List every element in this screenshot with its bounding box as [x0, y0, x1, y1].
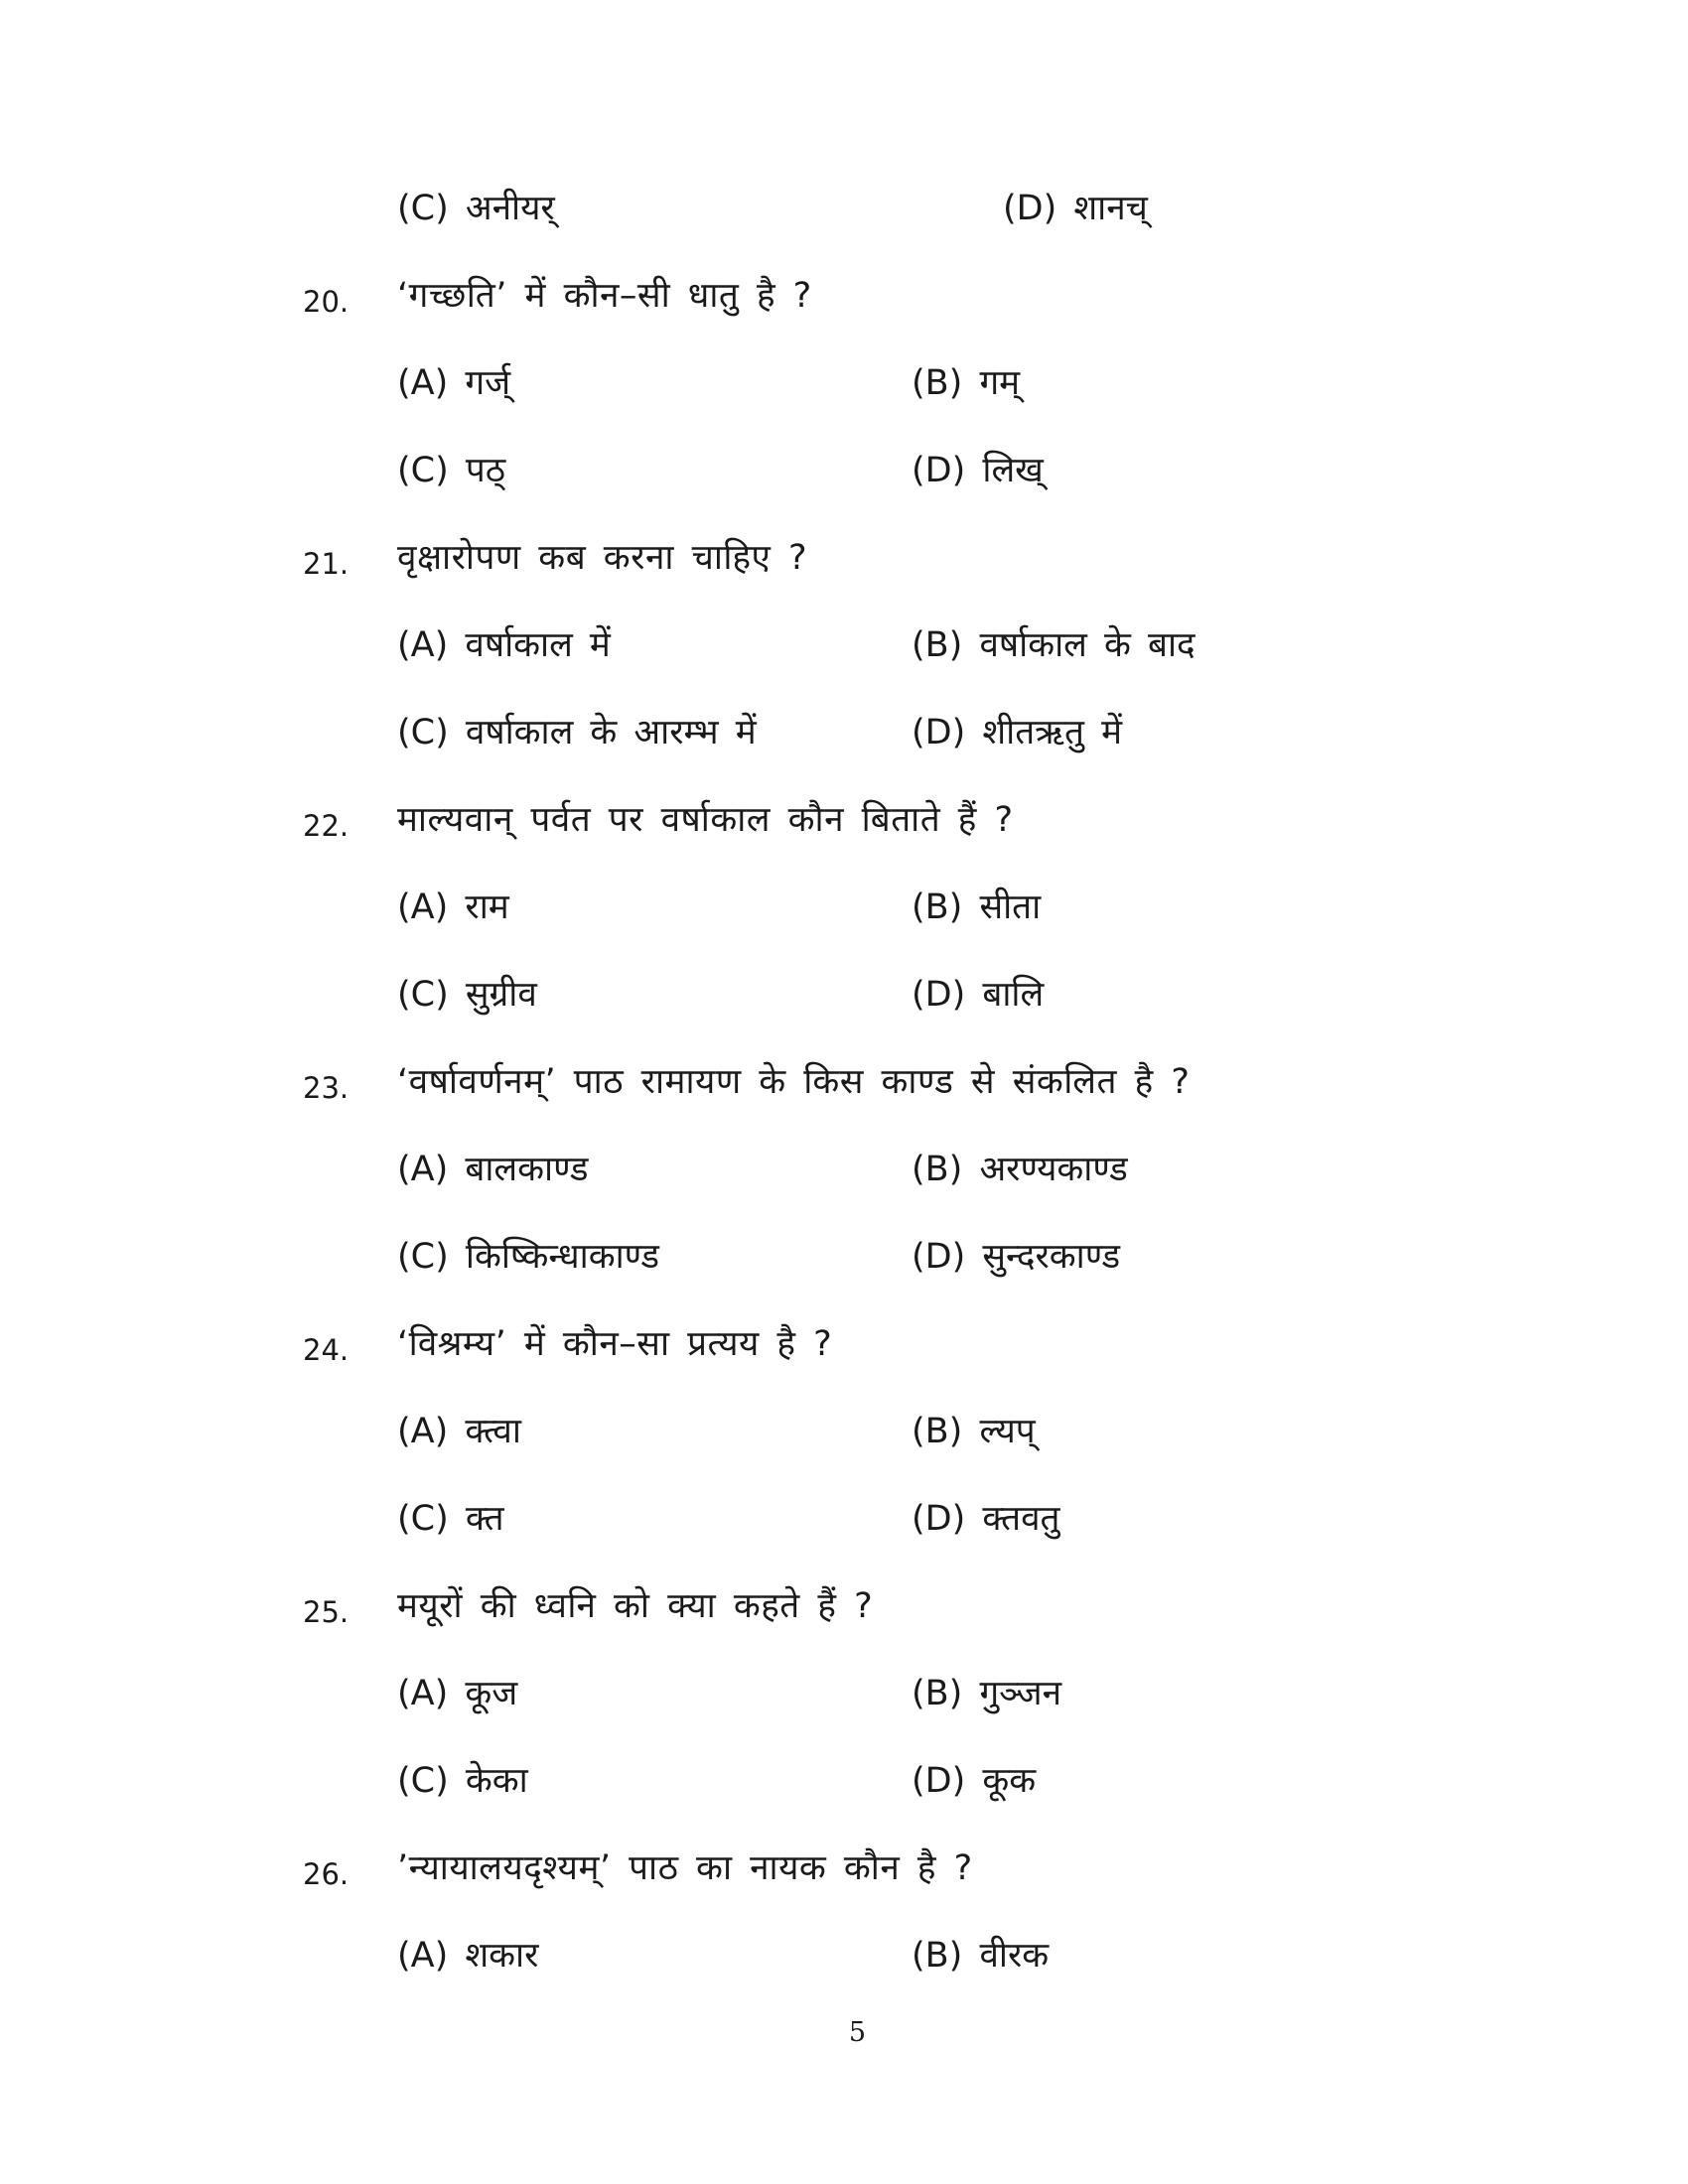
question-number: 26. [303, 1857, 350, 1891]
question-text: ‘वर्षावर्णनम्’ पाठ रामायण के किस काण्ड से संकलित है ? [397, 1062, 1191, 1102]
option-d: (D) शानच् [1003, 189, 1148, 228]
question-23 [0, 1056, 1688, 1116]
option-row [0, 1231, 1688, 1291]
question-text: ‘गच्छति’ में कौन–सी धातु है ? [397, 276, 812, 316]
option-c: (C) किष्किन्धाकाण्ड [397, 1237, 659, 1277]
option-c: (C) केका [397, 1761, 528, 1801]
option-row [0, 1668, 1688, 1727]
option-d: (D) सुन्दरकाण्ड [912, 1237, 1121, 1277]
option-row [0, 707, 1688, 766]
option-d: (D) क्तवतु [912, 1499, 1060, 1539]
option-a: (A) क्त्वा [397, 1412, 521, 1451]
option-b: (B) अरण्यकाण्ड [912, 1150, 1128, 1189]
question-number: 21. [303, 547, 350, 581]
option-row [0, 619, 1688, 679]
question-text: मयूरों की ध्वनि को क्या कहते हैं ? [397, 1586, 874, 1626]
question-20 [0, 270, 1688, 330]
option-d: (D) लिख् [912, 451, 1044, 490]
option-row [0, 1930, 1688, 1989]
option-row [0, 969, 1688, 1028]
option-d: (D) कूक [912, 1761, 1037, 1801]
option-b: (B) गुञ्जन [912, 1674, 1062, 1713]
question-text: ‘विश्रम्य’ में कौन–सा प्रत्यय है ? [397, 1324, 833, 1364]
option-b: (B) वर्षाकाल के बाद [912, 625, 1196, 665]
option-row [0, 1406, 1688, 1465]
option-c: (C) वर्षाकाल के आरम्भ में [397, 713, 757, 752]
option-c: (C) अनीयर् [397, 189, 555, 228]
option-row [0, 1144, 1688, 1203]
question-number: 23. [303, 1071, 350, 1105]
option-c: (C) पठ् [397, 451, 506, 490]
question-26 [0, 1843, 1688, 1902]
question-number: 22. [303, 809, 350, 843]
option-c: (C) सुग्रीव [397, 975, 537, 1015]
option-row [0, 1493, 1688, 1553]
option-d: (D) बालि [912, 975, 1045, 1015]
question-number: 20. [303, 285, 350, 319]
option-a: (A) वर्षाकाल में [397, 625, 611, 665]
option-a: (A) शकार [397, 1936, 539, 1976]
option-c: (C) क्त [397, 1499, 504, 1539]
option-row [0, 1755, 1688, 1815]
option-row [0, 445, 1688, 504]
option-b: (B) गम् [912, 363, 1021, 403]
question-24 [0, 1318, 1688, 1378]
option-a: (A) राम [397, 887, 509, 927]
option-d: (D) शीतऋतु में [912, 713, 1123, 752]
question-text: ’न्यायालयदृश्यम्’ पाठ का नायक कौन है ? [397, 1848, 973, 1888]
option-b: (B) ल्यप् [912, 1412, 1036, 1451]
question-number: 24. [303, 1333, 350, 1367]
option-b: (B) वीरक [912, 1936, 1050, 1976]
option-row [0, 357, 1688, 417]
option-a: (A) बालकाण्ड [397, 1150, 589, 1189]
question-text: माल्यवान् पर्वत पर वर्षाकाल कौन बिताते हैं ? [397, 800, 1014, 840]
option-row [0, 882, 1688, 941]
option-a: (A) कूज [397, 1674, 518, 1713]
question-text: वृक्षारोपण कब करना चाहिए ? [397, 538, 808, 578]
question-number: 25. [303, 1595, 350, 1629]
option-a: (A) गर्ज् [397, 363, 511, 403]
option-b: (B) सीता [912, 887, 1042, 927]
page-number: 5 [848, 2017, 867, 2048]
question-22 [0, 794, 1688, 854]
option-row [0, 183, 1688, 242]
question-21 [0, 532, 1688, 592]
question-25 [0, 1580, 1688, 1640]
